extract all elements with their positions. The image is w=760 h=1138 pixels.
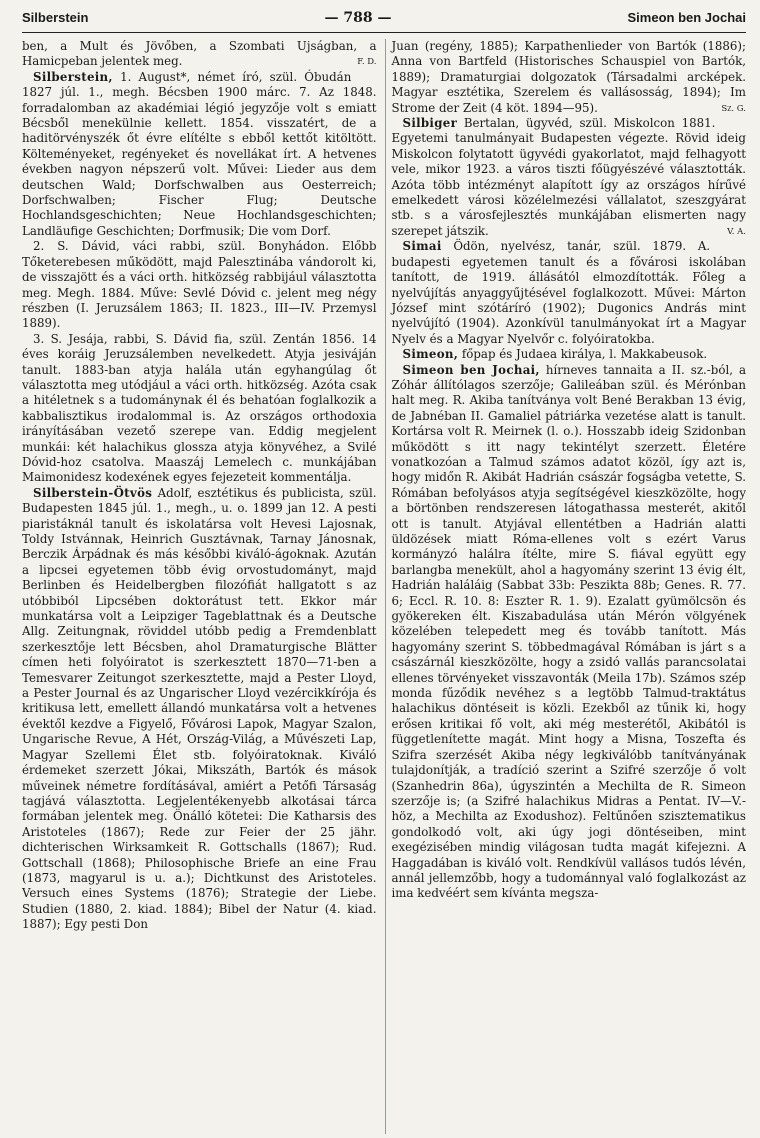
entry-simeon-ben-jochai: Simeon ben Jochai, hírneves tannaita a II. sz.-ból, a Zóhár állítólagos szerzője; Galileában szül. és Mérónban halt meg. R. Akiba tanítványa volt Bené Berakban 13 évig, de Jabnéban II. Gamaliel pátriárka vezetése alatt is tanult. Kortársa volt R. Meirnek (l. o.). Hosszabb ideig Szidonban működött s itt nagy tekintélyt szerzett. Életére vonatkozóan a Talmud számos adatot közöl, így azt is, hogy midőn R. Akibát Hadrián császár fogságba vetette, S. Rómában befolyásos atyja segítségével kieszközölte, hogy a börtönben rendszeresen látogathassa mesterét, akitől ott is tanult. Atyjával ellentétben a Hadrián alatti üldözések miatt Róma-ellenes volt s ezért Varus kormányzó halálra ítélte, mire S. fiával együtt egy barlangba menekült, ahol a hagyomány szerint 13 évig élt, Hadrián haláláig (Sabbat 33b: Peszikta 88b; Genes. R. 77. 6; Eccl. R. 10. 8: Eszter R. 1. 9). Ezalatt gyümölcsön és gyökereken élt. Kiszabadulása után Mérón völgyének közelében telepedett meg és tovább tanított. Más hagyomány szerint S. többedmagával Rómában is járt s a császárnál kieszközölte, hogy a zsidó vallás parancsolatai ellenes törvényeket visszavonták (Meila 17b). Számos szép monda fűződik nevéhez s a legtöbb Talmud-traktátus halachikus döntéseit is közli. Ezekből az tűnik ki, hogy erősen kritikai fő volt, aki még mesterétől, Akibától is függetlenítette magát. Mint hogy a Misna, Toszefta és Szifra szerzését Akiba négy legkiválóbb tanítványának tulajdonítják, a tradíció szerint a Szifré szerzője ő volt (Szanhedrin 86a), úgyszintén a Mechilta de R. Simeon szerzője is; (a Szifré halachikus Midras a Pentat. IV—V.-höz, a Mechilta az Exodushoz). Feltűnően szisztematikus gondolkodó volt, aki úgy jogi döntéseiben, mint exegézisében mindig világosan tudta magát kifejezni. A Haggadában is kiváló volt. Rendkívül vallásos tudós lévén, annál jellemzőbb, hogy a tudománnyal való foglalkozást az ima kedvéért sem kívánta megsza- <box>391 362 746 901</box>
entry-simeon: Simeon, főpap és Judaea királya, l. Makkabeusok. <box>402 347 708 362</box>
running-header <box>22 10 746 33</box>
entry-headword: Simeon ben Jochai, <box>402 362 540 377</box>
header-right-entry: Simeon ben Jochai <box>627 10 746 25</box>
entry-headword: Silberstein, <box>33 69 113 84</box>
author-signature: V. A. <box>727 226 746 237</box>
text-columns <box>22 39 746 1134</box>
entry-silbiger: Silbiger Bertalan, ügyvéd, szül. Miskolcon 1881. Egyetemi tanulmányait Budapesten végezte. Rövid ideig Miskolcon folytatott ügyvédi gyakorlatot, majd felhagyott vele, mikor 1923. a város tiszti főügyészévé választották. Azóta több intézményt alapított így az országos hírűvé emelkedett városi közélelmezési vállalatot, szeszgyárat stb. s a városfejlesztés munkájában elismerten nagy szerepet játszik. V. A. <box>392 116 747 239</box>
right-column <box>385 39 747 1134</box>
header-left-entry: Silberstein <box>22 10 89 25</box>
entry-headword: Silberstein-Ötvös <box>33 485 153 500</box>
entry-simai: Simai Ödön, nyelvész, tanár, szül. 1879. A. budapesti egyetemen tanult és a fővárosi iskolában tanított, de 1919. állásától elmozdították. Főleg a nyelvújítás anyaggyűjtésével foglalkozott. Művei: Márton József mint szótáríró (1902); Dugonics András mint nyelvújító (1904). Azonkívül tanulmányokat írt a Magyar Nyelv és a Magyar Nyelvőr c. folyóiratokba. <box>391 239 746 346</box>
entry-silberstein-david: 2. S. Dávid, váci rabbi, szül. Bonyhádon. Előbb Tőketerebesen működött, majd Palesztinába vándorolt ki, de visszajött és a váci orth. hitközség rabbijául választotta meg. Megh. 1884. Műve: Sevlé Dóvid c. jelent meg négy részben (I. Jeruzsálem 1863; II. 1823., III—IV. Przemysl 1889). <box>22 239 377 331</box>
page-number: — 788 — <box>324 10 392 26</box>
entry-headword: Simai <box>402 239 442 254</box>
entry-headword: Silbiger <box>402 116 458 131</box>
left-column <box>22 39 377 1134</box>
entry-headword: Simeon, <box>402 347 459 362</box>
author-signature: Sz. G. <box>721 103 746 114</box>
continued-paragraph: Juan (regény, 1885); Karpathenlieder von Bartók (1886); Anna von Bartfeld (Historisches Schauspiel von Bartók, 1889); Dramaturgiai dolgozatok (Társadalmi arcképek. Magyar esztétika, Szerelem és vallásosság, 1894); Im Strome der Zeit (4 köt. 1894—95). Sz. G. <box>392 39 747 116</box>
continued-paragraph: ben, a Mult és Jövőben, a Szombati Ujságban, a Hamicpeban jelentek meg. F. D. <box>22 39 377 70</box>
author-signature: F. D. <box>357 57 377 68</box>
entry-silberstein-jesaja: 3. S. Jesája, rabbi, S. Dávid fia, szül. Zentán 1856. 14 éves koráig Jeruzsálemben nevelkedett. Atyja jesiváján tanult. 1883-ban atyja halála után egyhangúlag őt választotta meg utódjául a váci orth. hitközség. Azóta csak a hitéletnek s a tudománynak él és behatóan foglalkozik a kabbalisztikus irodalommal is. Az országos orthodoxia irányításában vezető szerepe van. Eddig megjelent munkái: két halachikus glossza atyja könyvéhez, a Svilé Dóvid-hoz csatolva. Maaszáj Lemelech c. munkájában Maimonidesz kodexének egyes fejezeteit kommentálja. <box>22 331 377 485</box>
entry-silberstein-otvos: Silberstein-Ötvös Adolf, esztétikus és publicista, szül. Budapesten 1845 júl. 1., megh., u. o. 1899 jan 12. A pesti piaristáknál tanult és iskolatársa volt Hevesi Lajosnak, Toldy Istvánnak, Heinrich Gusztávnak, Tarnay Jánosnak, Berczik Árpádnak és más későbbi kiváló-ágoknak. Azután a lipcsei egyetemen több évig orvostudományt, majd Berlinben és Heidelbergben filozófiát hallgatott s az utóbbiból Lipcsében doktorátust tett. Ekkor már munkatársa volt a Leipziger Tageblattnak és a Deutsche Allg. Zeitungnak, röviddel utóbb pedig a Fremdenblatt szerkesztője lett Bécsben, ahol Dramaturgische Blätter címen heti folyóiratot is szerkesztett 1870—71-ben a Temesvarer Zeitungot szerkesztette, majd a Pester Lloyd, a Pester Journal és az Ungarischer Lloyd vezércikkírója és kritikusa lett, emellett állandó munkatársa volt a hetvenes évektől kezdve a Figyelő, Fővárosi Lapok, Magyar Szalon, Ungarische Revue, A Hét, Ország-Világ, a Művészeti Lap, Magyar Szellemi Élet stb. folyóiratoknak. Kiváló érdemeket szerzett Jókai, Mikszáth, Bartók és mások műveinek németre fordításával, amiért a Petőfi Társaság tagjává választotta. Legjelentékenyebb alkotásai tárca formában jelentek meg. Önálló kötetei: Die Katharsis des Aristoteles (1867); Rede zur Feier der 25 jähr. dichterischen Wirksamkeit R. Gottschalls (1867); Rud. Gottschall (1868); Philosophische Briefe an eine Frau (1873, magyarul is u. a.); Dichtkunst des Aristoteles. Versuch eines Systems (1876); Strategie der Liebe. Studien (1880, 2. kiad. 1884); Bibel der Natur (4. kiad. 1887); Egy pesti Don <box>22 485 377 932</box>
entry-silberstein: Silberstein, 1. August*, német író, szül. Óbudán 1827 júl. 1., megh. Bécsben 1900 márc. 7. Az 1848. forradalomban az akadémiai légió jegyzője volt s emiatt Bécsből menekülnie kellett. 1854. visszatért, de a haditörvényszék őt évre elítélte s ebből kettőt kitöltött. Költeményeket, regényeket és novellákat írt. A hetvenes években nagyon népszerű volt. Művei: Lieder aus dem deutschen Wald; Dorfschwalben aus Oesterreich; Dorfschwalben; Fischer Flug; Deutsche Hochlandsgeschichten; Neue Hochlandsgeschichten; Landläufige Geschichten; Dorfmusik; Die vom Dorf. <box>22 69 377 238</box>
